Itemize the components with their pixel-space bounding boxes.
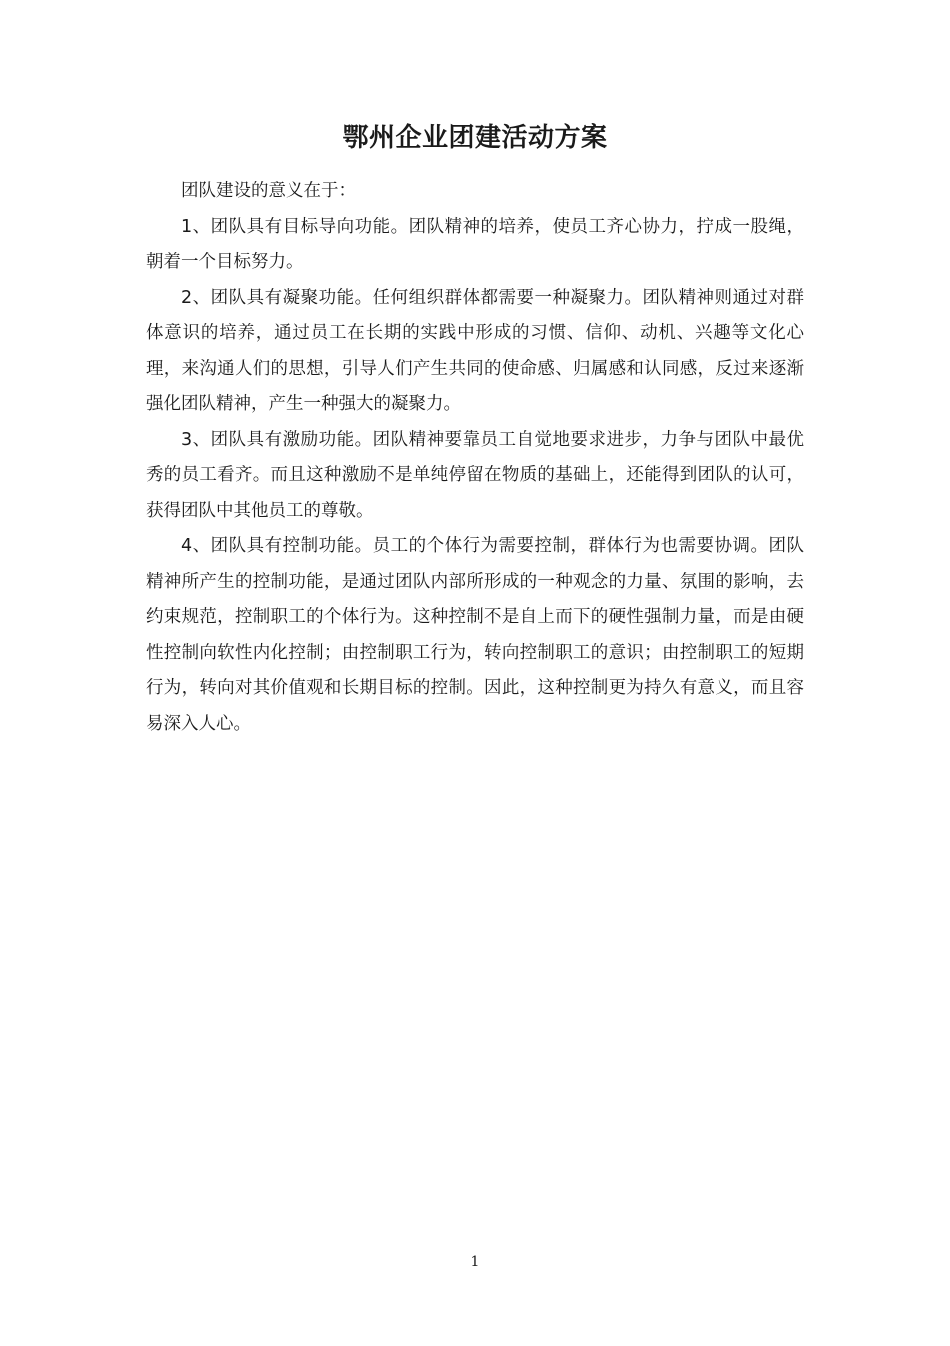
paragraph-goal-orientation: 1、团队具有目标导向功能。团队精神的培养，使员工齐心协力，拧成一股绳，朝着一个目标努力。: [146, 216, 804, 272]
page-number: 1: [470, 1254, 480, 1270]
paragraph-motivation: 3、团队具有激励功能。团队精神要靠员工自觉地要求进步，力争与团队中最优秀的员工看齐。而且这种激励不是单纯停留在物质的基础上，还能得到团队的认可，获得团队中其他员工的尊敬。: [146, 429, 804, 521]
paragraph-control: 4、团队具有控制功能。员工的个体行为需要控制，群体行为也需要协调。团队精神所产生的控制功能，是通过团队内部所形成的一种观念的力量、氛围的影响，去约束规范，控制职工的个体行为。这种控制不是自上而下的硬性强制力量，而是由硬性控制向软性内化控制；由控制职工行为，转向控制职工的意识；由控制职工的短期行为，转向对其价值观和长期目标的控制。因此，这种控制更为持久有意义，而且容易深入人心。: [146, 536, 804, 734]
paragraph-intro: 团队建设的意义在于：: [181, 181, 356, 201]
document-body: [146, 174, 804, 742]
paragraph-cohesion: 2、团队具有凝聚功能。任何组织群体都需要一种凝聚力。团队精神则通过对群体意识的培养，通过员工在长期的实践中形成的习惯、信仰、动机、兴趣等文化心理，来沟通人们的思想，引导人们产生共同的使命感、归属感和认同感，反过来逐渐强化团队精神，产生一种强大的凝聚力。: [146, 287, 804, 414]
document-title: 鄂州企业团建活动方案: [342, 123, 608, 153]
